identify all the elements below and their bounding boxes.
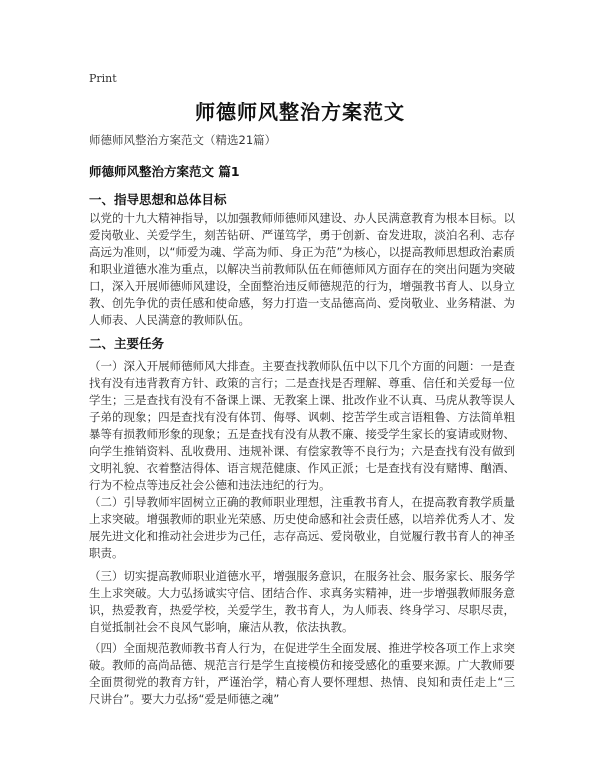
paragraph-guiding-thought: 以党的十九大精神指导，以加强教师师德师风建设、办人民满意教育为根本目标。以爱岗敬业、关爱学生，刻苦钻研、严谨笃学，勇于创新、奋发进取，淡泊名利、志存高远为准则，以“师爱为魂、学高为师、身正为范”为核心，以提高教师思想政治素质和职业道德水准为重点，以解决当前教师队伍在师德师风方面存在的突出问题为突破口，深入开展师德师风建设，全面整治违反师德规范的行为，增强教书育人、以身立教、创先争优的责任感和使命感，努力打造一支品德高尚、爱岗敬业、业务精湛、为人师表、人民满意的教师队伍。: [89, 211, 515, 327]
paragraph-task-3: （三）切实提高教师职业道德水平，增强服务意识，在服务社会、服务家长、服务学生上求突破。大力弘扬诚实守信、团结合作、求真务实精神，进一步增强教师服务意识，热爱教育，热爱学校，关爱学生，教书育人，为人师表、终身学习、尽职尽责，自觉抵制社会不良风气影响，廉洁从教，依法执教。: [89, 569, 515, 634]
article-heading: 师德师风整治方案范文 篇1: [89, 164, 240, 179]
paragraph-task-4: （四）全面规范教师教书育人行为，在促进学生全面发展、推进学校各项工作上求突破。教师的高尚品德、规范言行是学生直接模仿和接受感化的重要来源。广大教师要全面贯彻党的教育方针，严谨治学，精心育人要怀理想、热情、良知和责任走上“三尺讲台”。要大力弘扬“爱是师德之魂”: [89, 641, 515, 706]
paragraph-task-1: （一）深入开展师德师风大排查。主要查找教师队伍中以下几个方面的问题：一是查找有没有违背教育方针、政策的言行；二是查找是否理解、尊重、信任和关爱每一位学生；三是查找有没有不备课上课、无教案上课、批改作业不认真、马虎从教等误人子弟的现象；四是查找有没有体罚、侮辱、讽刺、挖苦学生或言语粗鲁、方法简单粗暴等有损教师形象的现象；五是查找有没有从教不廉、接受学生家长的宴请或财物、向学生推销资料、乱收费用、违规补课、有偿家教等不良行为；六是查找有没有做到文明礼貌、衣着整洁得体、语言规范健康、作风正派；七是查找有没有赌博、酗酒、行为不检点等违反社会公德和违法违纪的行为。: [89, 359, 515, 492]
section-heading-main-tasks: 二、主要任务: [89, 336, 165, 351]
page-title: 师德师风整治方案范文: [195, 100, 405, 124]
paragraph-task-2: （二）引导教师牢固树立正确的教师职业理想，注重教书育人，在提高教育教学质量上求突破。增强教师的职业光荣感、历史使命感和社会责任感，以培养优秀人才、发展先进文化和推动社会进步为己任，志存高远、爱岗敬业，自觉履行教书育人的神圣职责。: [89, 495, 515, 560]
section-heading-guiding-thought: 一、指导思想和总体目标: [89, 192, 227, 207]
document-subtitle: 师德师风整治方案范文（精选21篇）: [89, 133, 277, 147]
print-link[interactable]: Print: [89, 72, 117, 85]
